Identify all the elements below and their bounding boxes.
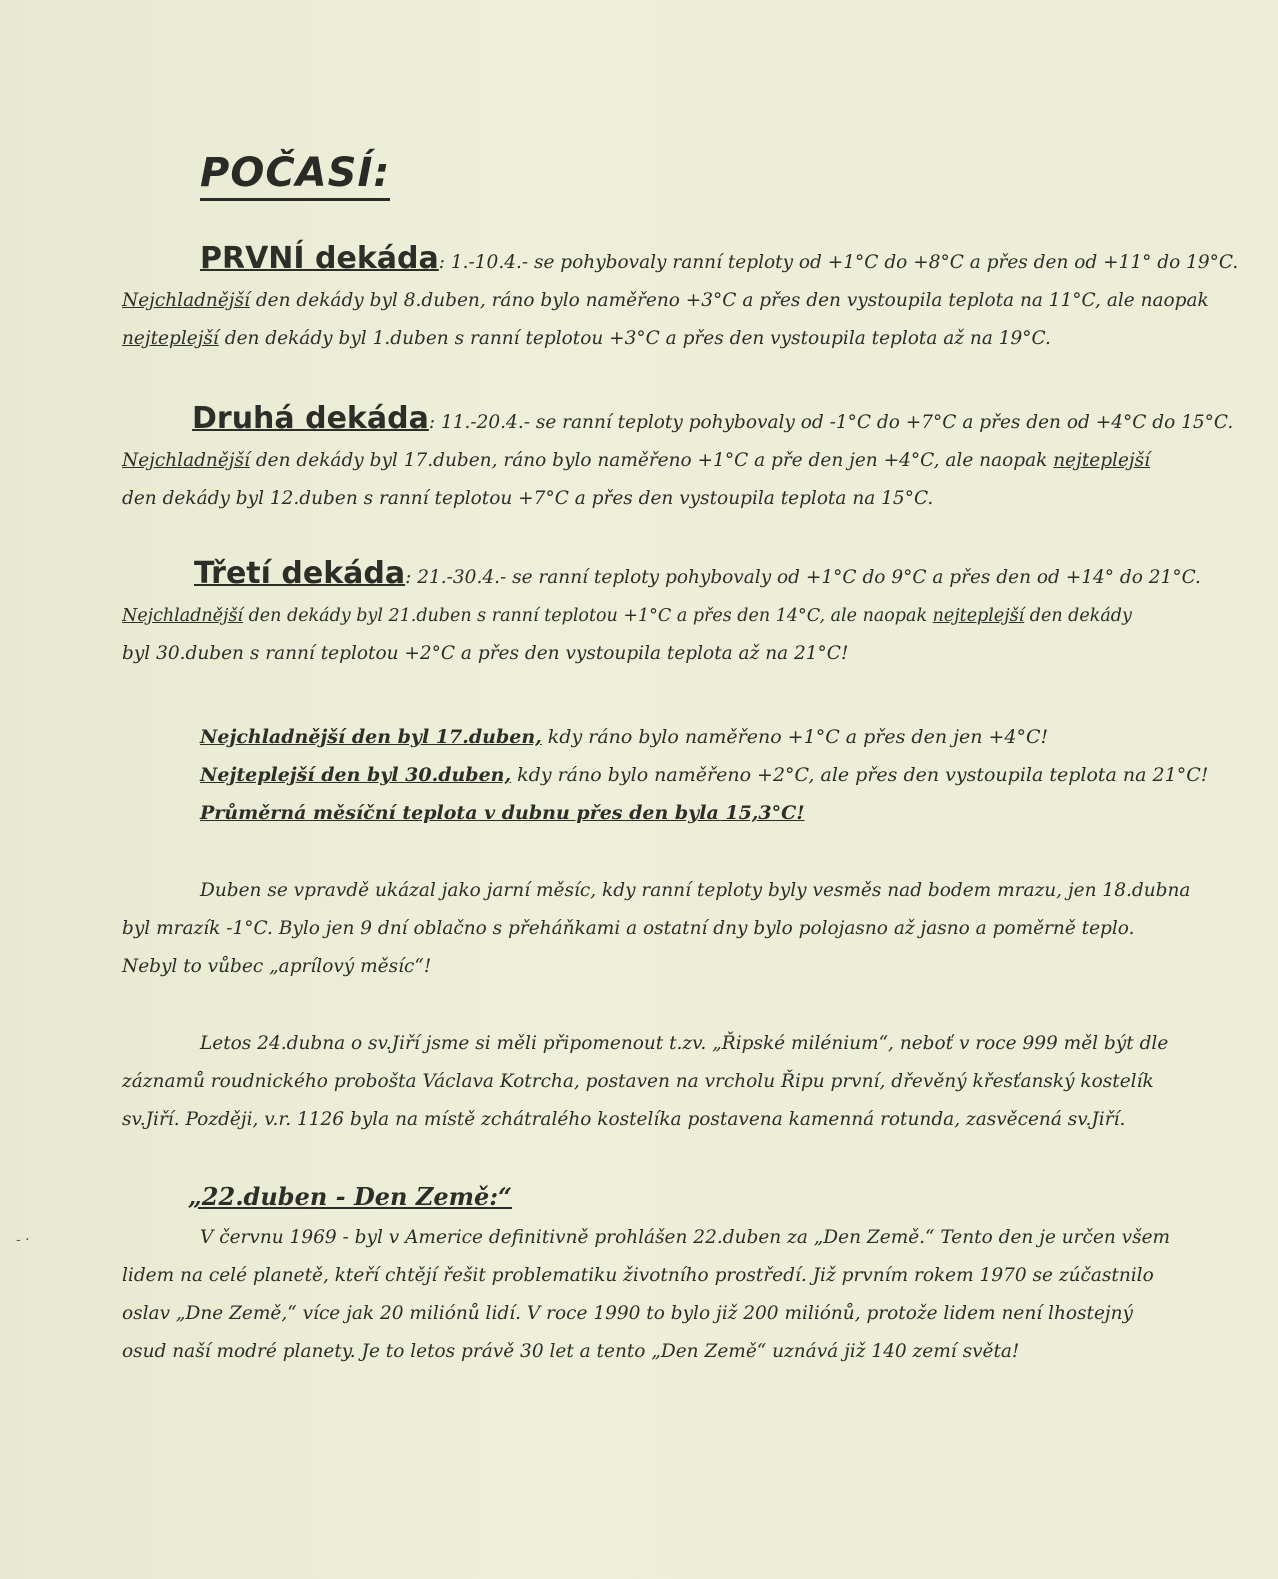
rip-line2: záznamů roudnického probošta Václava Kotrcha, postaven na vrcholu Řipu první, dřevěný křesťanský kostelík: [122, 1071, 1154, 1092]
decade3-line3: byl 30.duben s ranní teplotou +2°C a přes den vystoupila teplota až na 21°C!: [122, 643, 849, 664]
decade2-section: [122, 400, 1234, 518]
april-section: [122, 872, 1212, 986]
decade1-section: [122, 240, 1239, 358]
summary-average: Průměrná měsíční teplota v dubnu přes den byla 15,3°C!: [200, 802, 805, 824]
decade3-line2: Nejchladnější den dekády byl 21.duben s ranní teplotou +1°C a přes den 14°C, ale naopak nejteplejší den dekády: [122, 606, 1132, 626]
earth-day-section: [122, 1178, 1212, 1371]
april-line1: Duben se vpravdě ukázal jako jarní měsíc, kdy ranní teploty byly vesměs nad bodem mrazu, jen 18.dubna: [200, 880, 1191, 901]
decade1-line1: PRVNÍ dekáda: 1.-10.4.- se pohybovaly ranní teploty od +1°C do +8°C a přes den od +11° do 19°C.: [200, 241, 1239, 276]
decade3-line1: Třetí dekáda: 21.-30.4.- se ranní teploty pohybovaly od +1°C do 9°C a přes den od +14° do 21°C.: [194, 556, 1201, 591]
april-line2: byl mrazík -1°C. Bylo jen 9 dní oblačno s přeháňkami a ostatní dny bylo polojasno až jasno a poměrně teplo.: [122, 918, 1135, 939]
decade2-line2: Nejchladnější den dekády byl 17.duben, ráno bylo naměřeno +1°C a pře den jen +4°C, ale naopak nejteplejší: [122, 450, 1151, 471]
summary-section: [122, 718, 1212, 832]
summary-coldest: Nejchladnější den byl 17.duben, kdy ráno bylo naměřeno +1°C a přes den jen +4°C!: [200, 726, 1049, 748]
decade3-section: [122, 555, 1212, 673]
rip-section: [122, 1025, 1212, 1139]
earth-line1: V červnu 1969 - byl v Americe definitivně prohlášen 22.duben za „Den Země.“ Tento den je určen všem: [200, 1227, 1171, 1248]
decade2-line3: den dekády byl 12.duben s ranní teplotou +7°C a přes den vystoupila teplota na 15°C.: [122, 488, 934, 509]
rip-line3: sv.Jiří. Později, v.r. 1126 byla na místě zchátralého kostelíka postavena kamenná rotunda, zasvěcená sv.Jiří.: [122, 1109, 1126, 1130]
decade2-line1: Druhá dekáda: 11.-20.4.- se ranní teploty pohybovaly od -1°C do +7°C a přes den od +4°C do 15°C.: [192, 401, 1234, 436]
earth-line4: osud naší modré planety. Je to letos právě 30 let a tento „Den Země“ uznává již 140 zemí světa!: [122, 1341, 1020, 1362]
margin-mark: - ·: [16, 1232, 30, 1248]
summary-warmest: Nejteplejší den byl 30.duben, kdy ráno bylo naměřeno +2°C, ale přes den vystoupila teplota na 21°C!: [200, 764, 1209, 786]
earth-day-title: „22.duben - Den Země:“: [188, 1182, 512, 1211]
page-title: POČASÍ:: [200, 150, 390, 201]
earth-line2: lidem na celé planetě, kteří chtějí řešit problematiku životního prostředí. Již prvním rokem 1970 se zúčastnilo: [122, 1265, 1154, 1286]
decade1-heading: PRVNÍ dekáda: [200, 241, 439, 276]
decade1-line2: Nejchladnější den dekády byl 8.duben, ráno bylo naměřeno +3°C a přes den vystoupila teplota na 11°C, ale naopak: [122, 290, 1209, 311]
earth-line3: oslav „Dne Země,“ více jak 20 miliónů lidí. V roce 1990 to bylo již 200 miliónů, protože lidem není lhostejný: [122, 1303, 1134, 1324]
rip-line1: Letos 24.dubna o sv.Jiří jsme si měli připomenout t.zv. „Řipské milénium“, neboť v roce 999 měl být dle: [200, 1033, 1169, 1054]
decade2-heading: Druhá dekáda: [192, 401, 429, 436]
decade1-line3: nejteplejší den dekády byl 1.duben s ranní teplotou +3°C a přes den vystoupila teplota až na 19°C.: [122, 328, 1051, 349]
april-line3: Nebyl to vůbec „aprílový měsíc“!: [122, 956, 432, 977]
decade3-heading: Třetí dekáda: [194, 556, 406, 591]
